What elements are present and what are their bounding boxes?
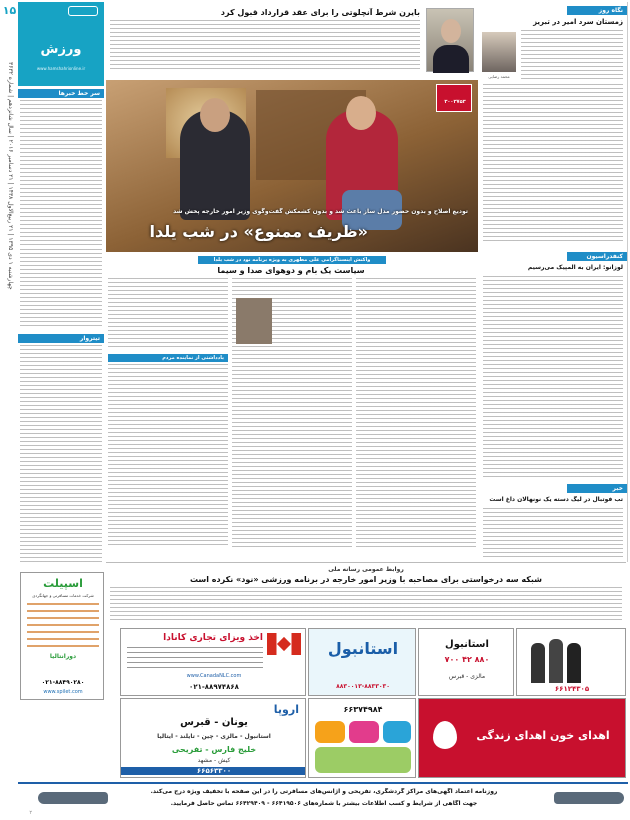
spilet-cities: دورانتالیا xyxy=(49,653,77,660)
bottom-kicker: روابط عمومی رسانه ملی xyxy=(328,566,404,573)
people-figure-1 xyxy=(531,643,545,683)
body-col-3b xyxy=(108,364,228,548)
top-story-text xyxy=(110,20,420,72)
banner-line-1: روزنامه اعتماد آگهی‌های مراکز گردشگری، تفریحی و آژانس‌های مسافرتی را در این صفحه با تخفیف ویژه درج می‌کند. xyxy=(150,788,498,795)
canada-title: اخذ ویزای تجاری کانادا xyxy=(163,633,263,643)
author-name: محمد رضایی xyxy=(488,74,510,79)
spilet-sub: شرکت خدمات مسافرتی و جهانگردی xyxy=(32,593,94,598)
spilet-phone: ۰۲۱-۸۸۴۹۰۲۸۰ xyxy=(41,679,85,686)
left-column xyxy=(18,2,104,700)
istanbul2-ad[interactable] xyxy=(418,628,514,696)
spilet-url: www.spilet.com xyxy=(43,689,83,695)
canada-lines xyxy=(127,647,263,671)
page-number: ۱۵ xyxy=(2,4,17,17)
bottom-text xyxy=(110,587,622,623)
right-kicker: نگاه روز xyxy=(567,6,627,15)
persian-gulf: خلیج فارس - تفریحی xyxy=(171,745,257,754)
tour-cities: کیش - مشهد xyxy=(197,757,231,764)
right-text-2 xyxy=(483,84,623,244)
tour-blob-1 xyxy=(315,721,345,743)
right-kicker-2: کنفدراسیون xyxy=(567,252,627,261)
istanbul-price: ۸۸۰ ۴۲ ۷۰۰ xyxy=(444,655,490,664)
photo-caption-main: «ظریف ممنوع» در شب یلدا xyxy=(149,222,368,241)
masthead-strip xyxy=(0,0,18,820)
tour-blob-3 xyxy=(383,721,411,743)
cyprus-title: یونان - قبرس xyxy=(180,717,248,728)
tours-ad[interactable] xyxy=(308,698,416,778)
date-line: چهارشنبه ۱ دی ۱۳۹۵ | ۲۱ ربیع‌الاول ۱۴۳۸ | ۲۱ دسامبر ۲۰۱۶ | سال شانزدهم | شماره ۳۶۳۲ xyxy=(7,62,14,290)
canada-url: www.CanadaNLC.com xyxy=(186,673,242,679)
cyprus-sub: استانبول - مالزی - چین - تایلند - ایتالیا xyxy=(157,733,271,740)
hajj-phone: ۶۶۱۲۴۳۰۵ xyxy=(554,685,590,693)
istanbul2-sub: مالزی - قبرس xyxy=(448,673,486,680)
left-text-block-3 xyxy=(20,345,102,565)
right-kicker-3: خبر xyxy=(567,484,627,493)
istanbul-title: استانبول xyxy=(327,639,399,658)
blood-ad[interactable] xyxy=(418,698,626,778)
maple-leaf-icon xyxy=(277,637,291,651)
second-headline: سیاست یک بام و دوهوای صدا و سیما xyxy=(217,266,365,275)
spilet-ad[interactable] xyxy=(20,572,104,700)
photo-caption-sub: تودیع اصلاح و بدون حضور مدل ساز باعث شد و بدون کشمکش گفت‌وگوی وزیر امور خارجه پخش شد xyxy=(173,208,468,215)
top-headline: بایرن شرط آنچلوتی را برای عقد قرارداد قبول کرد xyxy=(220,8,420,17)
europe-ad[interactable] xyxy=(120,698,306,778)
plane-icon-right xyxy=(554,792,624,804)
right-text-3 xyxy=(483,276,623,478)
main-story xyxy=(106,2,478,562)
tour-blob-2 xyxy=(349,721,379,743)
body-col-3 xyxy=(108,278,228,350)
right-headline-3: تب فوتبال در لیگ دسته یک نونهالان داغ است xyxy=(489,496,623,503)
bottom-banner xyxy=(18,782,628,818)
author-photo xyxy=(482,32,516,72)
canada-phone: ۰۲۱-۸۸۹۷۴۸۶۸ xyxy=(189,683,239,691)
canada-ad[interactable] xyxy=(120,628,306,696)
bottom-story xyxy=(106,562,626,624)
istanbul-ad[interactable] xyxy=(308,628,416,696)
bottom-headline: شبکه سه درخواستی برای مصاحبه با وزیر امور خارجه در برنامه ورزشی «نود» نکرده است xyxy=(189,575,543,584)
website: www.hamshahrionline.ir xyxy=(36,66,86,71)
people-figure-2 xyxy=(549,639,563,683)
body-col-1 xyxy=(356,278,476,548)
spilet-lines xyxy=(27,603,99,649)
strip-label: واکنش اینستاگرامی علی مطهری به ویژه برنامه نود در شب یلدا xyxy=(198,256,386,264)
right-column xyxy=(480,2,628,562)
istanbul-phone: ۸۸۳۰۰۱۳-۸۸۳۳۰۳۰ xyxy=(336,683,390,690)
left-text-block-2 xyxy=(20,249,102,329)
interview-photo xyxy=(106,80,478,252)
kish-phone: ۶۶۳۷۴۹۸۴ xyxy=(343,705,383,714)
right-headline: زمستان سرد امیر در تبریز xyxy=(533,18,623,26)
section-title: ورزش xyxy=(40,42,82,57)
left-kicker-2: تیتروار xyxy=(18,334,104,343)
blood-drop-icon xyxy=(433,721,457,749)
inline-photo xyxy=(236,298,272,344)
right-headline-2: لوزانو: ایران به المپیک می‌رسیم xyxy=(527,264,623,271)
tour-blob-4 xyxy=(315,747,411,773)
coach-photo xyxy=(426,8,474,72)
spilet-title: اسپیلت xyxy=(43,577,83,590)
left-text-block-1 xyxy=(20,100,102,245)
section-header xyxy=(18,2,104,86)
europe-title: اروپا xyxy=(273,703,299,716)
left-kicker: سر خط خبرها xyxy=(18,89,104,98)
banner-line-2: جهت آگاهی از شرایط و کسب اطلاعات بیشتر با شماره‌های ۶۶۴۱۹۵۰۶ - ۶۶۴۲۹۴۰۹ تماس حاصل فرمایید. xyxy=(170,800,478,807)
blood-title: اهدای خون اهدای زندگی xyxy=(476,729,610,742)
right-text-4 xyxy=(483,508,623,560)
people-ad[interactable] xyxy=(516,628,626,696)
canada-flag xyxy=(267,633,301,655)
sub-kicker: یادداشتی از نماینده مردم xyxy=(108,354,228,362)
plane-icon-left xyxy=(38,792,108,804)
istanbul2-title: استانبول xyxy=(445,639,489,650)
people-figure-3 xyxy=(567,643,581,683)
section-logo xyxy=(68,6,98,16)
right-text-1 xyxy=(521,30,623,80)
tour-phone: ۶۶۵۶۳۳۰۰ xyxy=(121,767,306,775)
banner-mark: ۲ xyxy=(29,810,32,816)
red-badge: ۳۰۰۳۷۵۳ xyxy=(436,84,472,112)
